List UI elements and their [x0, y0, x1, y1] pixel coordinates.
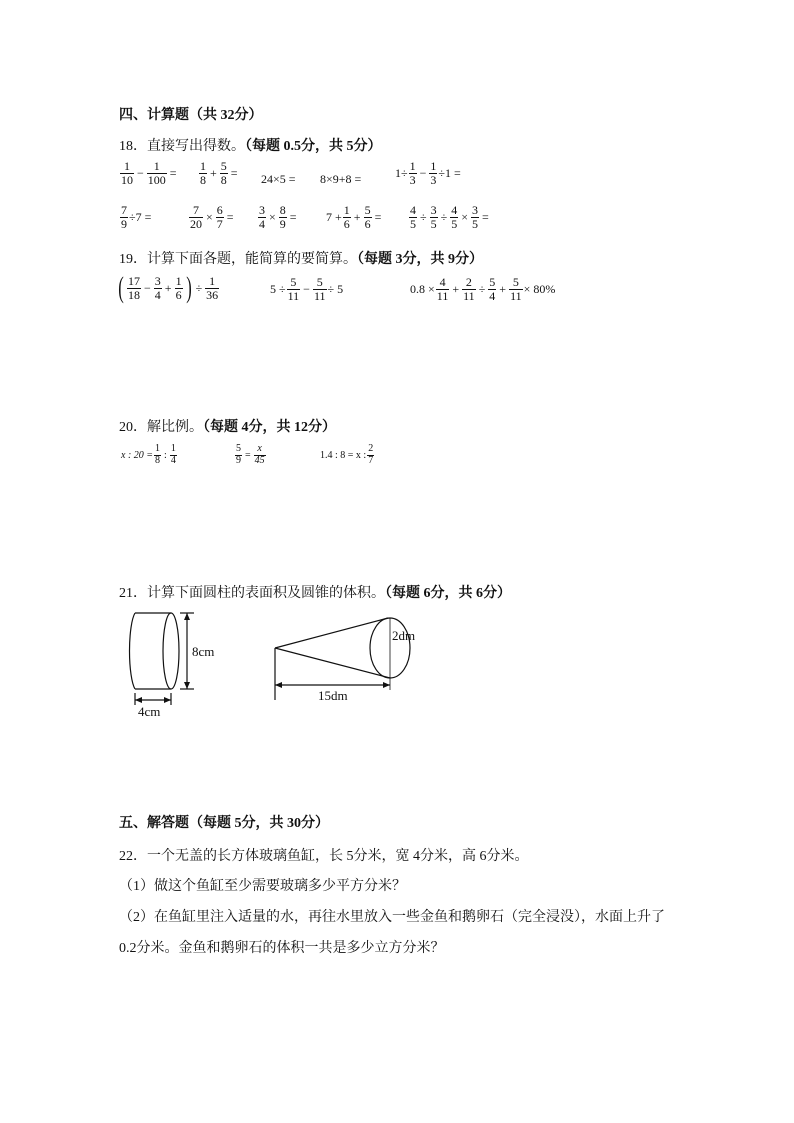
q18-r1-e4: 8×9+8 =	[320, 172, 362, 186]
q18-r1-e3: 24×5 =	[261, 172, 296, 186]
section5-score: （每题 5分，共 30分）	[189, 816, 329, 831]
q20-e3: 1.4 : 8 = x : $\frac{2}{7}$	[320, 443, 374, 466]
q22-part1: （1）做这个鱼缸至少需要玻璃多少平方分米？	[119, 879, 406, 894]
cylinder-diameter-label: 4cm	[138, 704, 161, 719]
q19-e1: ( $\frac{17}{18}$ − $\frac{3}{4}$ + $\frac{1}{6}$ ) ÷ $\frac{1}{36}$	[118, 271, 219, 304]
q20-e1: x : 20 = $\frac{1}{8}$ : $\frac{1}{4}$	[121, 443, 176, 466]
section4-score: （共 32分）	[189, 108, 263, 123]
q19-e3: 0.8 × $\frac{4}{11}$ + $\frac{2}{11}$ ÷ $\frac{5}{4}$ + $\frac{5}{11}$ × 80%	[410, 275, 556, 303]
q18-text: 18．直接写出得数。	[119, 139, 245, 154]
q20-heading	[119, 416, 336, 436]
q19-text: 19．计算下面各题，能简算的要简算。	[119, 252, 357, 267]
q22-text: 22．一个无盖的长方体玻璃鱼缸，长 5分米，宽 4分米，高 6分米。	[119, 849, 529, 864]
q18-r2-e1: $\frac{7}{9}$ ÷7 =	[121, 203, 152, 231]
q20-score: （每题 4分，共 12分）	[203, 420, 336, 435]
q20-e2: $\frac{5}{9}$ = $\frac{x}{45}$	[236, 443, 265, 466]
q18-heading	[119, 135, 382, 155]
section4-title: 四、计算题	[119, 108, 189, 123]
q18-r1-e2: $\frac{1}{8}$ + $\frac{5}{8}$ =	[200, 159, 238, 187]
cone-radius-label: 2dm	[392, 628, 416, 643]
q19-heading	[119, 248, 483, 268]
q20-text: 20．解比例。	[119, 420, 203, 435]
q18-score: （每题 0.5分，共 5分）	[245, 139, 382, 154]
section5-heading	[119, 812, 329, 832]
q18-r1-e5: 1÷ $\frac{1}{3}$ − $\frac{1}{3}$ ÷1 =	[395, 159, 461, 187]
q19-score: （每题 3分，共 9分）	[357, 252, 483, 267]
section5-title: 五、解答题	[119, 816, 189, 831]
cylinder-figure	[120, 605, 230, 720]
cylinder-height-label: 8cm	[192, 644, 215, 659]
q21-score: （每题 6分，共 6分）	[385, 586, 511, 601]
q19-e2: 5 ÷ $\frac{5}{11}$ − $\frac{5}{11}$ ÷ 5	[270, 275, 344, 303]
q18-r1-e1: $\frac{1}{10}$ − $\frac{1}{100}$ =	[121, 159, 177, 187]
q18-r2-e3: $\frac{3}{4}$ × $\frac{8}{9}$ =	[259, 203, 297, 231]
q21-text: 21．计算下面圆柱的表面积及圆锥的体积。	[119, 586, 385, 601]
q22-part2-line1: （2）在鱼缸里注入适量的水，再往水里放入一些金鱼和鹅卵石（完全浸没），水面上升了	[119, 910, 665, 925]
q18-r2-e4: 7 + $\frac{1}{6}$ + $\frac{5}{6}$ =	[326, 203, 382, 231]
cone-height-label: 15dm	[318, 688, 348, 703]
section4-heading	[119, 104, 263, 124]
q22-part2-line2: 0.2分米。金鱼和鹅卵石的体积一共是多少立方分米？	[119, 941, 445, 956]
q18-r2-e5: $\frac{4}{5}$ ÷ $\frac{3}{5}$ ÷ $\frac{4}{5}$ × $\frac{3}{5}$ =	[410, 203, 489, 231]
q18-r2-e2: $\frac{7}{20}$ × $\frac{6}{7}$ =	[190, 203, 234, 231]
q21-heading	[119, 582, 511, 602]
